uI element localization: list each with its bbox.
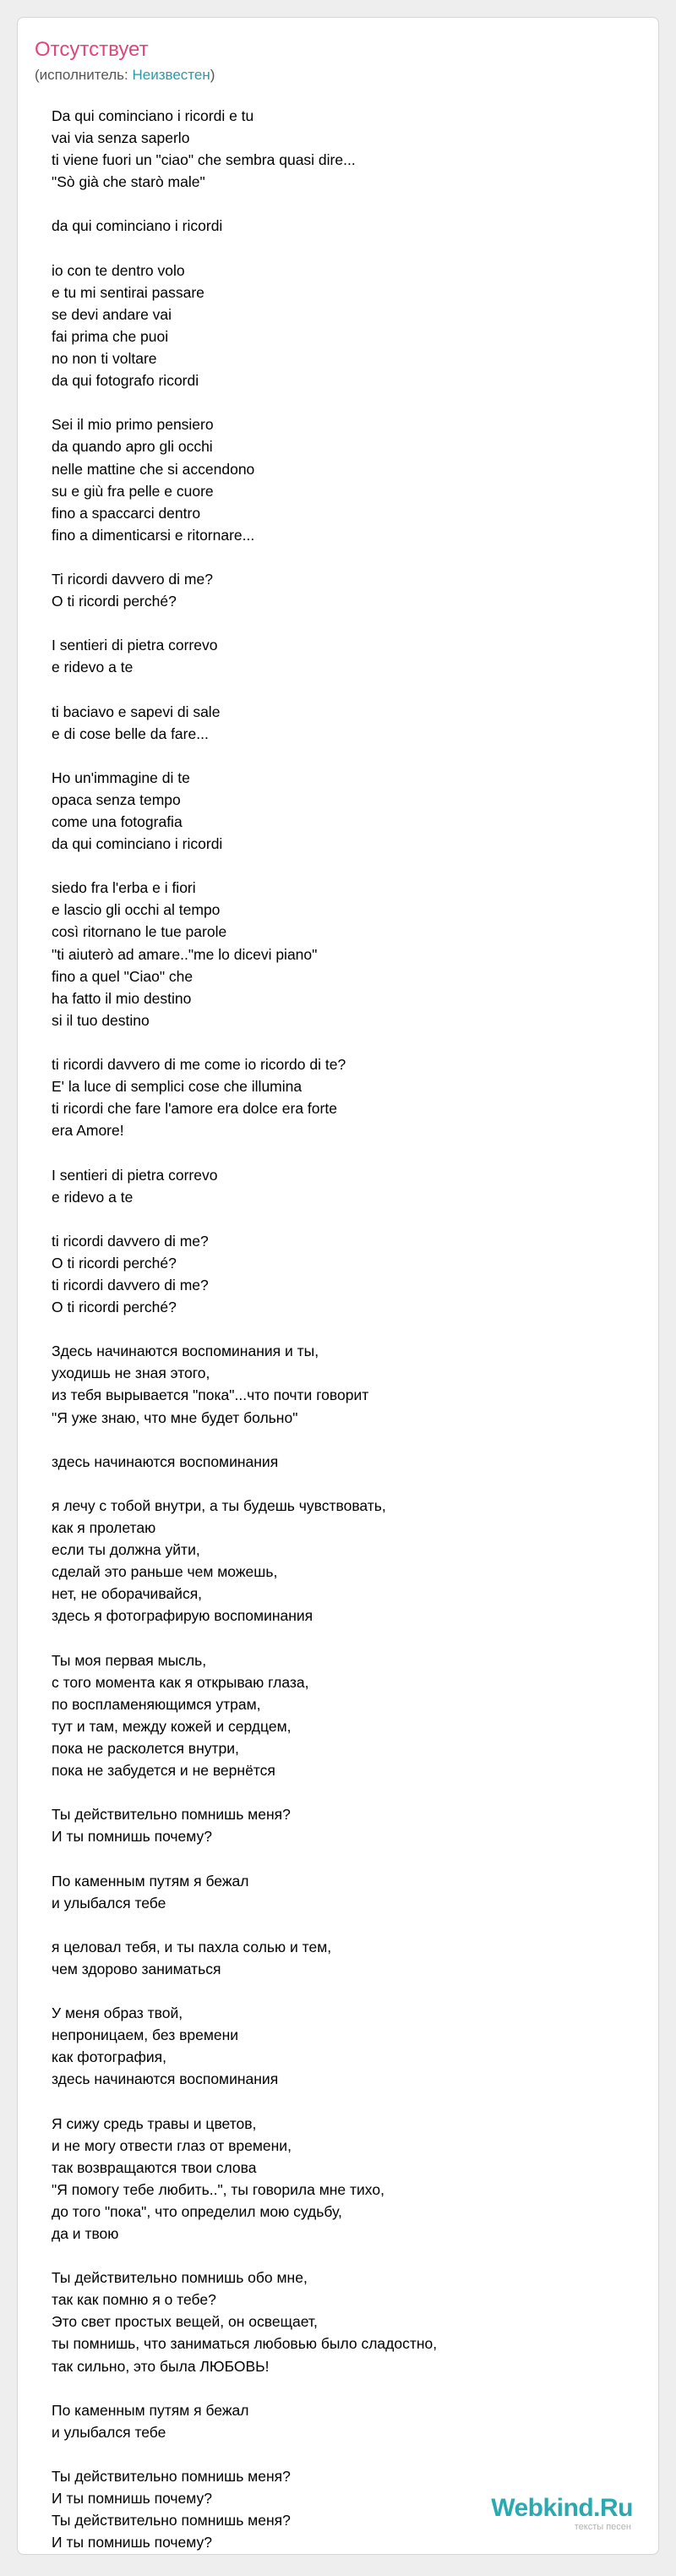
lyric-line: Sei il mio primo pensiero: [52, 416, 214, 434]
lyric-line: da qui cominciano i ricordi: [52, 217, 223, 235]
lyric-line: fino a dimenticarsi e ritornare...: [52, 526, 255, 544]
lyric-line: Здесь начинаются воспоминания и ты,: [52, 1343, 319, 1360]
lyric-line: По каменным путям я бежал: [52, 1872, 249, 1890]
lyric-line: "Я помогу тебе любить..", ты говорила мне тихо,: [52, 2180, 384, 2198]
artist-suffix: ): [210, 67, 215, 83]
lyrics-stanza: [52, 1451, 660, 1473]
lyric-line: Ты действительно помнишь меня?: [52, 2512, 291, 2530]
lyric-line: no non ti voltare: [52, 350, 157, 368]
lyric-line: opaca senza tempo: [52, 790, 181, 808]
lyric-line: У меня образ твой,: [52, 2004, 183, 2022]
lyric-line: O ti ricordi perché?: [52, 1254, 177, 1272]
lyrics-stanza: [52, 2399, 660, 2443]
lyrics-body: [52, 105, 660, 2576]
lyric-line: ha fatto il mio destino: [52, 989, 192, 1007]
lyric-line: Я сижу средь травы и цветов,: [52, 2114, 257, 2132]
lyric-line: И ты помнишь почему?: [52, 2490, 212, 2508]
lyric-line: e ridevo a te: [52, 1188, 134, 1206]
lyric-line: fino a quel "Ciao" che: [52, 967, 194, 985]
lyric-line: Ты моя первая мысль,: [52, 1651, 207, 1669]
lyric-line: здесь я фотографирую воспоминания: [52, 1607, 313, 1625]
lyric-line: nelle mattine che si accendono: [52, 460, 255, 478]
logo-text: Webkind.Ru: [491, 2494, 633, 2522]
lyric-line: se devi andare vai: [52, 305, 172, 323]
lyric-line: da quando apro gli occhi: [52, 438, 213, 456]
lyrics-stanza: [52, 1803, 660, 1847]
lyric-line: по воспламеняющимся утрам,: [52, 1695, 261, 1713]
lyric-line: здесь начинаются воспоминания: [52, 1452, 279, 1470]
lyric-line: пока не забудется и не вернётся: [52, 1762, 275, 1780]
lyrics-stanza: [52, 1936, 660, 1980]
lyric-line: ti ricordi davvero di me come io ricordo di te?: [52, 1056, 346, 1074]
lyric-line: я лечу с тобой внутри, а ты будешь чувствовать,: [52, 1496, 386, 1514]
lyric-line: так сильно, это была ЛЮБОВЬ!: [52, 2357, 270, 2375]
lyric-line: И ты помнишь почему?: [52, 1828, 212, 1846]
lyric-line: уходишь не зная этого,: [52, 1365, 210, 1382]
lyric-line: io con te dentro volo: [52, 261, 185, 279]
lyric-line: e tu mi sentirai passare: [52, 283, 204, 301]
lyric-line: да и твою: [52, 2225, 119, 2242]
lyric-line: и не могу отвести глаз от времени,: [52, 2136, 292, 2154]
lyric-line: тут и там, между кожей и сердцем,: [52, 1717, 292, 1735]
lyric-line: Da qui cominciano i ricordi e tu: [52, 107, 254, 124]
lyrics-stanza: [52, 1649, 660, 1782]
lyric-line: O ti ricordi perché?: [52, 593, 177, 610]
lyric-line: По каменным путям я бежал: [52, 2401, 249, 2419]
lyric-line: era Amore!: [52, 1122, 124, 1140]
lyric-line: "ti aiuterò ad amare.."me lo dicevi piano": [52, 945, 318, 963]
lyric-line: как я пролетаю: [52, 1519, 156, 1536]
lyrics-stanza: [52, 1495, 660, 1627]
lyric-line: Ты действительно помнишь меня?: [52, 2468, 291, 2486]
lyric-line: я целовал тебя, и ты пахла солью и тем,: [52, 1938, 332, 1955]
lyric-line: здесь начинаются воспоминания: [52, 2070, 279, 2088]
lyric-line: E' la luce di semplici cose che illumina: [52, 1078, 303, 1096]
lyrics-stanza: [52, 701, 660, 745]
lyric-line: И ты помнишь почему?: [52, 2534, 212, 2551]
artist-link[interactable]: Неизвестен: [132, 67, 210, 83]
lyrics-stanza: [52, 2002, 660, 2090]
lyric-line: Ho un'immagine di te: [52, 768, 190, 786]
lyric-line: и улыбался тебе: [52, 1894, 166, 1911]
lyric-line: Ты действительно помнишь меня?: [52, 1806, 291, 1824]
lyric-line: e ridevo a te: [52, 659, 134, 676]
lyric-line: I sentieri di pietra correvo: [52, 637, 218, 654]
artist-prefix: (исполнитель:: [35, 67, 133, 83]
lyrics-stanza: [52, 105, 660, 193]
lyric-line: da qui cominciano i ricordi: [52, 835, 223, 853]
lyric-line: ti ricordi che fare l'amore era dolce era forte: [52, 1100, 337, 1118]
lyric-line: так как помню я о тебе?: [52, 2291, 216, 2309]
lyric-line: vai via senza saperlo: [52, 129, 190, 147]
lyric-line: чем здорово заниматься: [52, 1960, 221, 1977]
lyrics-stanza: [52, 767, 660, 855]
lyric-line: как фотография,: [52, 2048, 166, 2066]
lyric-line: пока не расколется внутри,: [52, 1739, 239, 1757]
lyric-line: O ti ricordi perché?: [52, 1299, 177, 1316]
lyrics-stanza: [52, 260, 660, 392]
artist-line: [35, 67, 215, 84]
lyric-line: su e giù fra pelle e cuore: [52, 482, 214, 500]
lyrics-stanza: [52, 2267, 660, 2376]
lyric-line: si il tuo destino: [52, 1011, 150, 1029]
lyrics-stanza: [52, 215, 660, 237]
lyric-line: così ritornano le tue parole: [52, 923, 227, 941]
lyric-line: непроницаем, без времени: [52, 2026, 239, 2044]
lyrics-stanza: [52, 1230, 660, 1318]
lyric-line: ti ricordi davvero di me?: [52, 1276, 209, 1293]
lyrics-stanza: [52, 634, 660, 678]
lyric-line: ti baciavo e sapevi di sale: [52, 703, 221, 720]
lyric-line: da qui fotografo ricordi: [52, 372, 199, 390]
lyric-line: сделай это раньше чем можешь,: [52, 1563, 278, 1581]
lyric-line: ты помнишь, что заниматься любовью было сладостно,: [52, 2335, 438, 2353]
lyric-line: с того момента как я открываю глаза,: [52, 1673, 309, 1691]
lyric-line: e lascio gli occhi al tempo: [52, 901, 221, 919]
lyrics-stanza: [52, 2113, 660, 2245]
lyrics-stanza: [52, 1870, 660, 1914]
lyric-line: так возвращаются твои слова: [52, 2158, 257, 2176]
site-logo[interactable]: [491, 2496, 633, 2532]
lyrics-stanza: [52, 1053, 660, 1141]
lyric-line: нет, не оборачивайся,: [52, 1585, 203, 1603]
lyric-line: до того "пока", что определил мою судьбу,: [52, 2202, 342, 2220]
lyric-line: siedo fra l'erba e i fiori: [52, 879, 196, 897]
lyric-line: Ti ricordi davvero di me?: [52, 570, 213, 588]
lyric-line: ti ricordi davvero di me?: [52, 1232, 209, 1250]
song-title: Отсутствует: [35, 38, 149, 61]
lyrics-card: [17, 17, 659, 2555]
lyrics-stanza: [52, 413, 660, 546]
lyric-line: "Sò già che starò male": [52, 173, 205, 191]
lyric-line: I sentieri di pietra correvo: [52, 1166, 218, 1184]
lyrics-stanza: [52, 568, 660, 612]
lyrics-stanza: [52, 1164, 660, 1208]
lyric-line: fino a spaccarci dentro: [52, 504, 201, 522]
lyric-line: из тебя вырывается "пока"...что почти говорит: [52, 1386, 369, 1404]
lyric-line: ti viene fuori un "ciao" che sembra quasi dire...: [52, 151, 356, 169]
lyric-line: come una fotografia: [52, 813, 183, 830]
lyric-line: и улыбался тебе: [52, 2423, 166, 2441]
lyric-line: Это свет простых вещей, он освещает,: [52, 2313, 318, 2331]
logo-tagline: тексты песен: [574, 2522, 631, 2532]
lyric-line: если ты должна уйти,: [52, 1541, 200, 1559]
lyric-line: e di cose belle da fare...: [52, 725, 209, 742]
lyric-line: fai prima che puoi: [52, 327, 169, 345]
lyrics-stanza: [52, 1340, 660, 1428]
lyric-line: Ты действительно помнишь обо мне,: [52, 2269, 308, 2287]
lyrics-stanza: [52, 877, 660, 1031]
lyric-line: "Я уже знаю, что мне будет больно": [52, 1408, 298, 1426]
